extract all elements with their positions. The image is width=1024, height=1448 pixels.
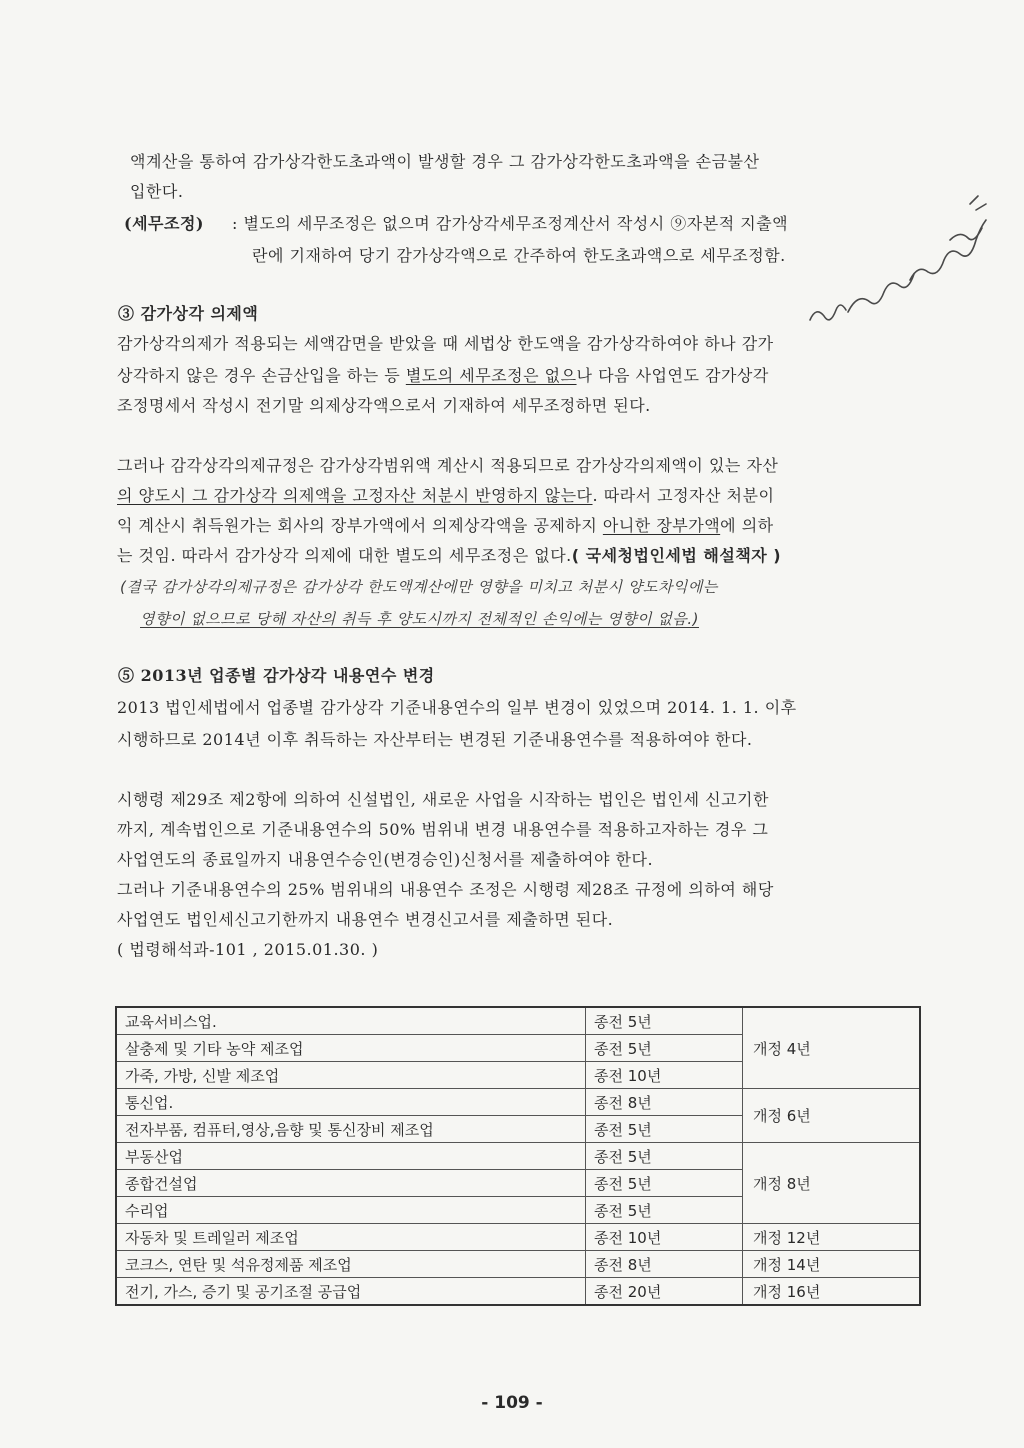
before-cell: 종전 20년 [586,1278,743,1306]
tax-adjustment-label: (세무조정) [124,214,204,233]
before-cell: 종전 10년 [586,1224,743,1251]
before-cell: 종전 5년 [586,1197,743,1224]
handwritten-note: 영향이 없으므로 당해 자산의 취득 후 양도시까지 전체적인 손익에는 영향이 없음.) [140,610,699,628]
before-cell: 종전 5년 [586,1143,743,1170]
table-row [116,1278,920,1306]
section-heading: ⑤ 2013년 업종별 감가상각 내용연수 변경 [118,666,435,685]
text-segment: 나 다음 사업연도 감가상각 [576,366,769,385]
useful-life-table [115,1006,921,1306]
after-cell: 개정 16년 [743,1278,921,1306]
body-text-line: 조정명세서 작성시 전기말 의제상각액으로서 기재하여 세무조정하면 된다. [117,396,651,415]
body-text-line: 그러나 기준내용연수의 25% 범위내의 내용연수 조정은 시행령 제28조 규정에 의하여 해당 [117,880,774,899]
body-text-line: 시행령 제29조 제2항에 의하여 신설법인, 새로운 사업을 시작하는 법인은 법인세 신고기한 [117,790,769,809]
before-cell: 종전 5년 [586,1170,743,1197]
text-segment: . 따라서 고정자산 처분이 [592,486,775,505]
after-cell: 개정 14년 [743,1251,921,1278]
industry-cell: 종합건설업 [116,1170,586,1197]
body-text-line: 입한다. [130,182,184,201]
table-row [116,1007,920,1035]
underlined-text: 의 양도시 그 감가상각 의제액을 고정자산 처분시 반영하지 않는다 [117,486,593,505]
after-cell: 개정 6년 [743,1089,921,1143]
industry-cell: 수리업 [116,1197,586,1224]
body-text-line: : 별도의 세무조정은 없으며 감가상각세무조정계산서 작성시 ⑨자본적 지출액 [232,214,789,233]
industry-cell: 자동차 및 트레일러 제조업 [116,1224,586,1251]
after-cell: 개정 4년 [743,1007,921,1089]
industry-cell: 전자부품, 컴퓨터,영상,음향 및 통신장비 제조업 [116,1116,586,1143]
underlined-text: 아니한 장부가액 [602,516,721,535]
body-text-line [117,546,781,566]
before-cell: 종전 8년 [586,1251,743,1278]
body-text-line: 시행하므로 2014년 이후 취득하는 자산부터는 변경된 기준내용연수를 적용하여야 한다. [117,730,753,749]
handwritten-note: (결국 감가상각의제규정은 감가상각 한도액계산에만 영향을 미치고 처분시 양도차익에는 [120,578,718,596]
underlined-text: 별도의 세무조정은 없으 [405,366,577,385]
body-text-line: 사업연도 법인세신고기한까지 내용연수 변경신고서를 제출하면 된다. [117,910,614,929]
text-segment: 상각하지 않은 경우 손금산입을 하는 등 [117,366,406,385]
after-cell: 개정 8년 [743,1143,921,1224]
table-row [116,1251,920,1278]
table-row [116,1224,920,1251]
before-cell: 종전 5년 [586,1035,743,1062]
body-text-line: 란에 기재하여 당기 감가상각액으로 간주하여 한도초과액으로 세무조정함. [252,246,786,265]
table-row [116,1143,920,1170]
source-citation: ( 국세청법인세법 해설책자 ) [571,546,782,565]
margin-note-text: 가능 재산출 감가상각의제 [800,165,981,184]
text-segment: 익 계산시 취득원가는 회사의 장부가액에서 의제상각액을 공제하지 [117,516,603,535]
industry-cell: 가죽, 가방, 신발 제조업 [116,1062,586,1089]
body-text-line: ( 법령해석과-101 , 2015.01.30. ) [117,940,379,959]
body-text-line: 그러나 감각상각의제규정은 감가상각범위액 계산시 적용되므로 감가상각의제액이 있는 자산 [117,456,779,475]
text-segment: 에 의하 [720,516,774,535]
before-cell: 종전 10년 [586,1062,743,1089]
body-text-line: 사업연도의 종료일까지 내용연수승인(변경승인)신청서를 제출하여야 한다. [117,850,654,869]
table-row [116,1089,920,1116]
after-cell: 개정 12년 [743,1224,921,1251]
before-cell: 종전 8년 [586,1089,743,1116]
section-heading: ③ 감가상각 의제액 [118,304,259,323]
before-cell: 종전 5년 [586,1007,743,1035]
before-cell: 종전 5년 [586,1116,743,1143]
body-text-line [117,366,769,386]
body-text-line [117,516,774,536]
page-number: - 109 - [481,1393,543,1413]
text-segment: 는 것임. 따라서 감가상각 의제에 대한 별도의 세무조정은 없다. [117,546,572,565]
industry-cell: 부동산업 [116,1143,586,1170]
handwritten-margin-scribble [800,165,1010,330]
body-text-line: 2013 법인세법에서 업종별 감가상각 기준내용연수의 일부 변경이 있었으며 2014. 1. 1. 이후 [117,698,797,717]
industry-cell: 코크스, 연탄 및 석유정제품 제조업 [116,1251,586,1278]
body-text-line [117,486,774,506]
body-text-line: 액계산을 통하여 감가상각한도초과액이 발생할 경우 그 감가상각한도초과액을 손금불산 [130,152,760,171]
body-text-line: 감가상각의제가 적용되는 세액감면을 받았을 때 세법상 한도액을 감가상각하여야 하나 감가 [117,334,774,353]
body-text-line: 까지, 계속법인으로 기준내용연수의 50% 범위내 변경 내용연수를 적용하고자하는 경우 그 [117,820,769,839]
industry-cell: 통신업. [116,1089,586,1116]
industry-cell: 살충제 및 기타 농약 제조업 [116,1035,586,1062]
industry-cell: 교육서비스업. [116,1007,586,1035]
industry-cell: 전기, 가스, 증기 및 공기조절 공급업 [116,1278,586,1306]
